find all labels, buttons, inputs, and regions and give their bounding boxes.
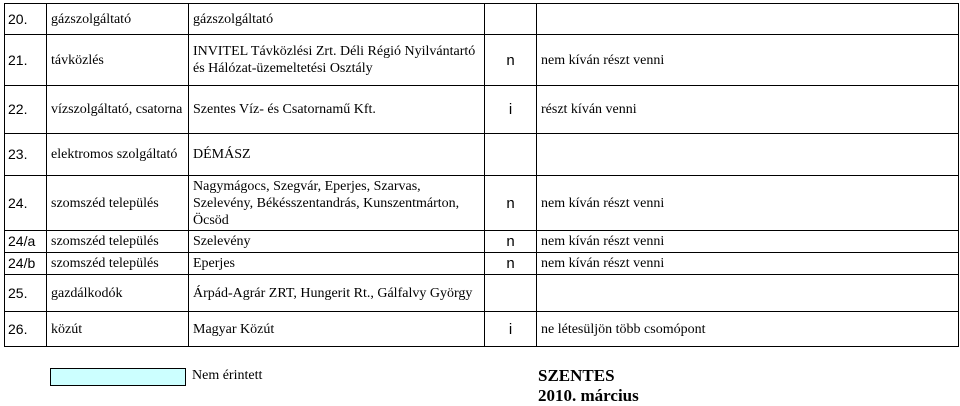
row-number: 21. (5, 35, 47, 86)
legend-swatch (50, 368, 186, 386)
table-row (5, 253, 959, 275)
row-note: nem kíván részt venni (537, 176, 959, 231)
row-name: Szelevény (189, 231, 485, 253)
table-row (5, 86, 959, 134)
row-note (537, 134, 959, 176)
row-category: vízszolgáltató, csatorna (47, 86, 189, 134)
row-note: nem kíván részt venni (537, 35, 959, 86)
row-category: szomszéd település (47, 176, 189, 231)
row-name: gázszolgáltató (189, 4, 485, 35)
row-number: 26. (5, 312, 47, 347)
row-category: szomszéd település (47, 231, 189, 253)
row-mark (485, 275, 537, 312)
footer-date: 2010. március (538, 386, 639, 405)
row-category: szomszéd település (47, 253, 189, 275)
table-row (5, 312, 959, 347)
row-mark: n (485, 253, 537, 275)
legend-label: Nem érintett (192, 368, 263, 383)
row-note: nem kíván részt venni (537, 231, 959, 253)
row-name: Nagymágocs, Szegvár, Eperjes, Szarvas, Szelevény, Békésszentandrás, Kunszentmárton, Öcsöd (189, 176, 485, 231)
row-mark (485, 134, 537, 176)
row-category: elektromos szolgáltató (47, 134, 189, 176)
row-name: Árpád-Agrár ZRT, Hungerit Rt., Gálfalvy György (189, 275, 485, 312)
row-name: DÉMÁSZ (189, 134, 485, 176)
row-number: 25. (5, 275, 47, 312)
row-category: közút (47, 312, 189, 347)
row-number: 23. (5, 134, 47, 176)
row-name: Eperjes (189, 253, 485, 275)
table-row (5, 275, 959, 312)
row-number: 20. (5, 4, 47, 35)
row-number: 24/a (5, 231, 47, 253)
row-number: 24/b (5, 253, 47, 275)
table-row (5, 4, 959, 35)
table-row (5, 176, 959, 231)
row-number: 24. (5, 176, 47, 231)
row-category: gázszolgáltató (47, 4, 189, 35)
row-note: ne létesüljön több csomópont (537, 312, 959, 347)
row-mark: n (485, 231, 537, 253)
table-row (5, 231, 959, 253)
row-category: gazdálkodók (47, 275, 189, 312)
row-note: nem kíván részt venni (537, 253, 959, 275)
row-name: Szentes Víz- és Csatornamű Kft. (189, 86, 485, 134)
table-row (5, 134, 959, 176)
row-mark: i (485, 86, 537, 134)
participants-table (4, 3, 959, 347)
row-note (537, 4, 959, 35)
footer-city: SZENTES (538, 366, 615, 385)
row-mark (485, 4, 537, 35)
row-number: 22. (5, 86, 47, 134)
table-row (5, 35, 959, 86)
row-mark: i (485, 312, 537, 347)
row-name: INVITEL Távközlési Zrt. Déli Régió Nyilvántartó és Hálózat-üzemeltetési Osztály (189, 35, 485, 86)
row-name: Magyar Közút (189, 312, 485, 347)
row-mark: n (485, 35, 537, 86)
row-note: részt kíván venni (537, 86, 959, 134)
row-note (537, 275, 959, 312)
row-mark: n (485, 176, 537, 231)
row-category: távközlés (47, 35, 189, 86)
